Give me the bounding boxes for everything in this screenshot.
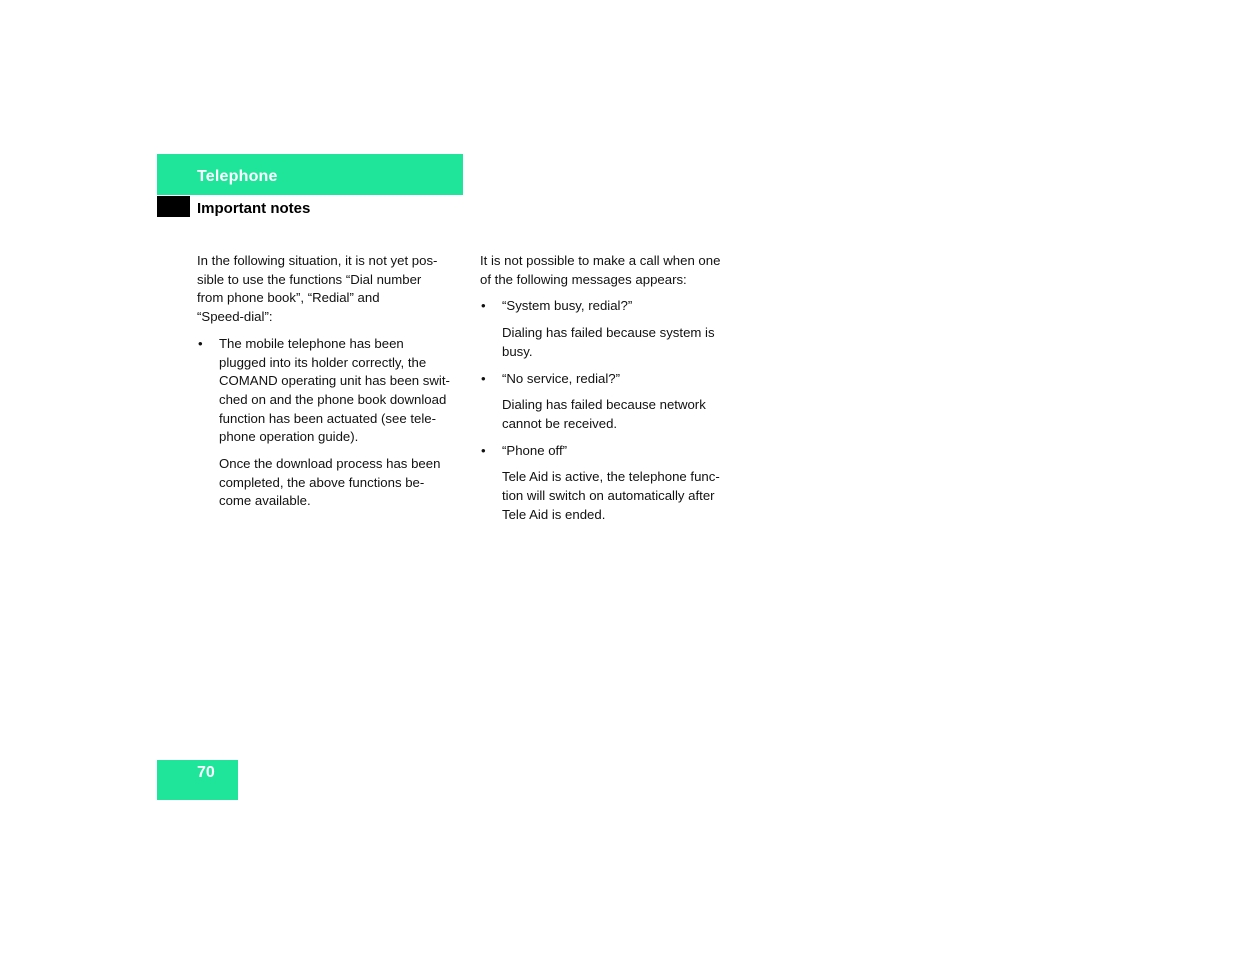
- page-number-box: [157, 760, 238, 800]
- text-line: cannot be received.: [502, 415, 618, 431]
- text-line: Tele Aid is ended.: [502, 506, 606, 522]
- section-marker: [157, 196, 190, 217]
- text-line: COMAND operating unit has been swit-: [219, 373, 450, 389]
- intro-paragraph: [197, 252, 467, 327]
- message-explanation: [480, 396, 745, 433]
- bullet-icon: •: [481, 298, 486, 314]
- text-line: of the following messages appears:: [480, 271, 687, 287]
- text-line: Once the download process has been: [219, 456, 441, 472]
- text-line: The mobile telephone has been: [219, 335, 404, 351]
- right-column: [480, 252, 745, 532]
- bullet-item: [197, 335, 467, 447]
- message-item: [480, 442, 745, 461]
- bullet-note: [197, 455, 467, 511]
- text-line: busy.: [502, 343, 533, 359]
- section-title: Telephone: [197, 168, 278, 185]
- message-explanation: [480, 324, 745, 361]
- message-text: “No service, redial?”: [502, 370, 620, 386]
- bullet-icon: •: [198, 335, 203, 351]
- section-header-bar: [157, 154, 463, 195]
- text-line: come available.: [219, 493, 311, 509]
- text-line: tion will switch on automatically after: [502, 488, 715, 504]
- text-line: from phone book”, “Redial” and: [197, 290, 380, 306]
- message-text: “Phone off”: [502, 442, 568, 458]
- text-line: function has been actuated (see tele-: [219, 410, 437, 426]
- message-item: [480, 370, 745, 389]
- text-line: “Speed-dial”:: [197, 309, 273, 325]
- message-text: “System busy, redial?”: [502, 298, 633, 314]
- message-item: [480, 297, 745, 316]
- left-column: [197, 252, 467, 519]
- message-explanation: [480, 468, 745, 524]
- bullet-icon: •: [481, 442, 486, 458]
- text-line: plugged into its holder correctly, the: [219, 354, 427, 370]
- bullet-icon: •: [481, 370, 486, 386]
- subsection-title: Important notes: [197, 200, 311, 217]
- text-line: ched on and the phone book download: [219, 391, 447, 407]
- text-line: sible to use the functions “Dial number: [197, 271, 422, 287]
- page-number: 70: [197, 764, 215, 781]
- text-line: In the following situation, it is not yet pos-: [197, 253, 438, 268]
- text-line: phone operation guide).: [219, 429, 359, 445]
- text-line: It is not possible to make a call when one: [480, 253, 721, 268]
- text-line: Dialing has failed because system is: [502, 325, 715, 341]
- intro-paragraph: [480, 252, 745, 289]
- text-line: completed, the above functions be-: [219, 474, 425, 490]
- text-line: Dialing has failed because network: [502, 397, 706, 413]
- text-line: Tele Aid is active, the telephone func-: [502, 469, 720, 485]
